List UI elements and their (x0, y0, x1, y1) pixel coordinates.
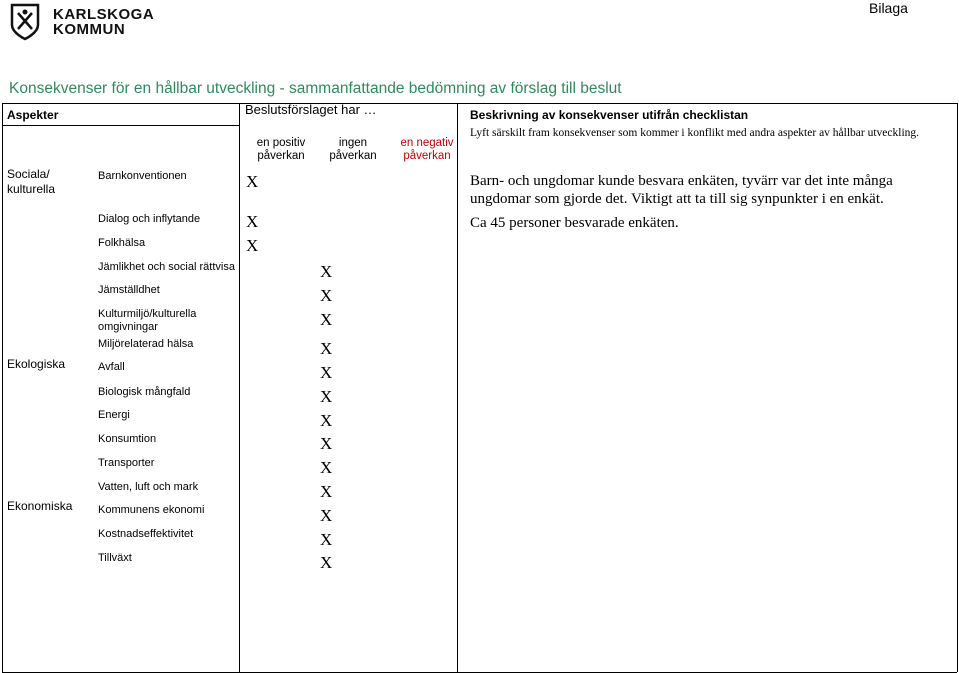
col-divider-1 (239, 103, 240, 672)
desc-barnkonventionen-line1: Barn- och ungdomar kunde besvara enkäten, tyvärr var det inte många (470, 173, 893, 189)
logo-line-1: KARLSKOGA (53, 6, 155, 23)
coat-of-arms-icon (9, 3, 41, 41)
desc-barnkonventionen (470, 172, 893, 208)
group-sociala (7, 167, 55, 197)
col-header-ingen-line1: ingen (338, 137, 368, 149)
col-header-aspekter: Aspekter (7, 108, 59, 122)
col-header-positiv-line2: påverkan (257, 150, 305, 162)
attachment-label: Bilaga (869, 0, 908, 16)
mark-transporter: X (320, 458, 333, 477)
row-label-jamstalldhet: Jämställdhet (98, 284, 160, 296)
logo-line-2: KOMMUN (53, 21, 126, 38)
col-header-negativ (396, 137, 458, 163)
col-header-ingen-line2: påverkan (329, 150, 377, 162)
row-label-vatten: Vatten, luft och mark (98, 481, 199, 493)
mark-vatten: X (320, 482, 333, 501)
row-label-biologisk: Biologisk mångfald (98, 386, 191, 398)
mark-tillvaxt: X (320, 553, 333, 572)
row-label-tillvaxt: Tillväxt (98, 552, 132, 564)
row-label-dialog: Dialog och inflytande (98, 213, 201, 225)
row-label-avfall: Avfall (98, 361, 125, 373)
group-ekonomiska: Ekonomiska (7, 499, 73, 513)
group-ekologiska: Ekologiska (7, 357, 66, 371)
row-label-kommunens-ekonomi: Kommunens ekonomi (98, 504, 205, 516)
table-border-left (2, 103, 3, 672)
group-sociala-line1: Sociala/ (7, 167, 50, 181)
table-border-top (2, 103, 957, 104)
mark-kulturmiljo: X (320, 310, 333, 329)
mark-konsumtion: X (320, 434, 333, 453)
group-sociala-line2: kulturella (7, 182, 56, 196)
desc-barnkonventionen-line2: ungdomar som gjorde det. Viktigt att ta till sig synpunkter i en enkät. (470, 191, 884, 207)
desc-dialog: Ca 45 personer besvarade enkäten. (470, 215, 679, 231)
row-label-konsumtion: Konsumtion (98, 433, 157, 445)
mark-avfall: X (320, 363, 333, 382)
row-label-kulturmiljo-line2: omgivningar (98, 321, 158, 333)
row-label-kulturmiljo (98, 308, 196, 334)
beskrivning-note: Lyft särskilt fram konsekvenser som kommer i konflikt med andra aspekter av hållbar utveckling. (470, 127, 920, 139)
assessment-table (2, 103, 958, 572)
col-header-beslut: Beslutsförslaget har … (245, 102, 377, 117)
col-header-ingen (324, 137, 382, 163)
row-label-barnkonventionen: Barnkonventionen (98, 170, 187, 182)
header-divider (2, 125, 239, 126)
row-label-kulturmiljo-line1: Kulturmiljö/kulturella (98, 308, 197, 320)
mark-jamstalldhet: X (320, 286, 333, 305)
mark-jamlikhet: X (320, 262, 333, 281)
mark-kommunens-ekonomi: X (320, 506, 333, 525)
mark-energi: X (320, 411, 333, 430)
col-header-negativ-line2: påverkan (403, 150, 451, 162)
table-border-right (957, 103, 958, 672)
mark-kostnadseffektivitet: X (320, 530, 333, 549)
mark-barnkonventionen: X (246, 172, 259, 191)
row-label-transporter: Transporter (98, 457, 155, 469)
page-title: Konsekvenser för en hållbar utveckling - sammanfattande bedömning av förslag till beslut (9, 80, 622, 97)
mark-miljorelaterad: X (320, 339, 333, 358)
row-label-energi: Energi (98, 409, 130, 421)
row-label-miljorelaterad: Miljörelaterad hälsa (98, 338, 194, 350)
col-divider-2 (457, 103, 458, 672)
col-header-negativ-line1: en negativ (400, 137, 454, 149)
mark-dialog: X (246, 212, 259, 231)
col-header-positiv (252, 137, 310, 163)
mark-biologisk: X (320, 387, 333, 406)
row-label-folkhalsa: Folkhälsa (98, 237, 146, 249)
col-header-beskrivning: Beskrivning av konsekvenser utifrån checklistan (470, 108, 749, 122)
mark-folkhalsa: X (246, 236, 259, 255)
karlskoga-logo (9, 3, 155, 41)
col-header-positiv-line1: en positiv (256, 137, 306, 149)
row-label-kostnadseffektivitet: Kostnadseffektivitet (98, 528, 194, 540)
row-label-jamlikhet: Jämlikhet och social rättvisa (98, 261, 235, 273)
